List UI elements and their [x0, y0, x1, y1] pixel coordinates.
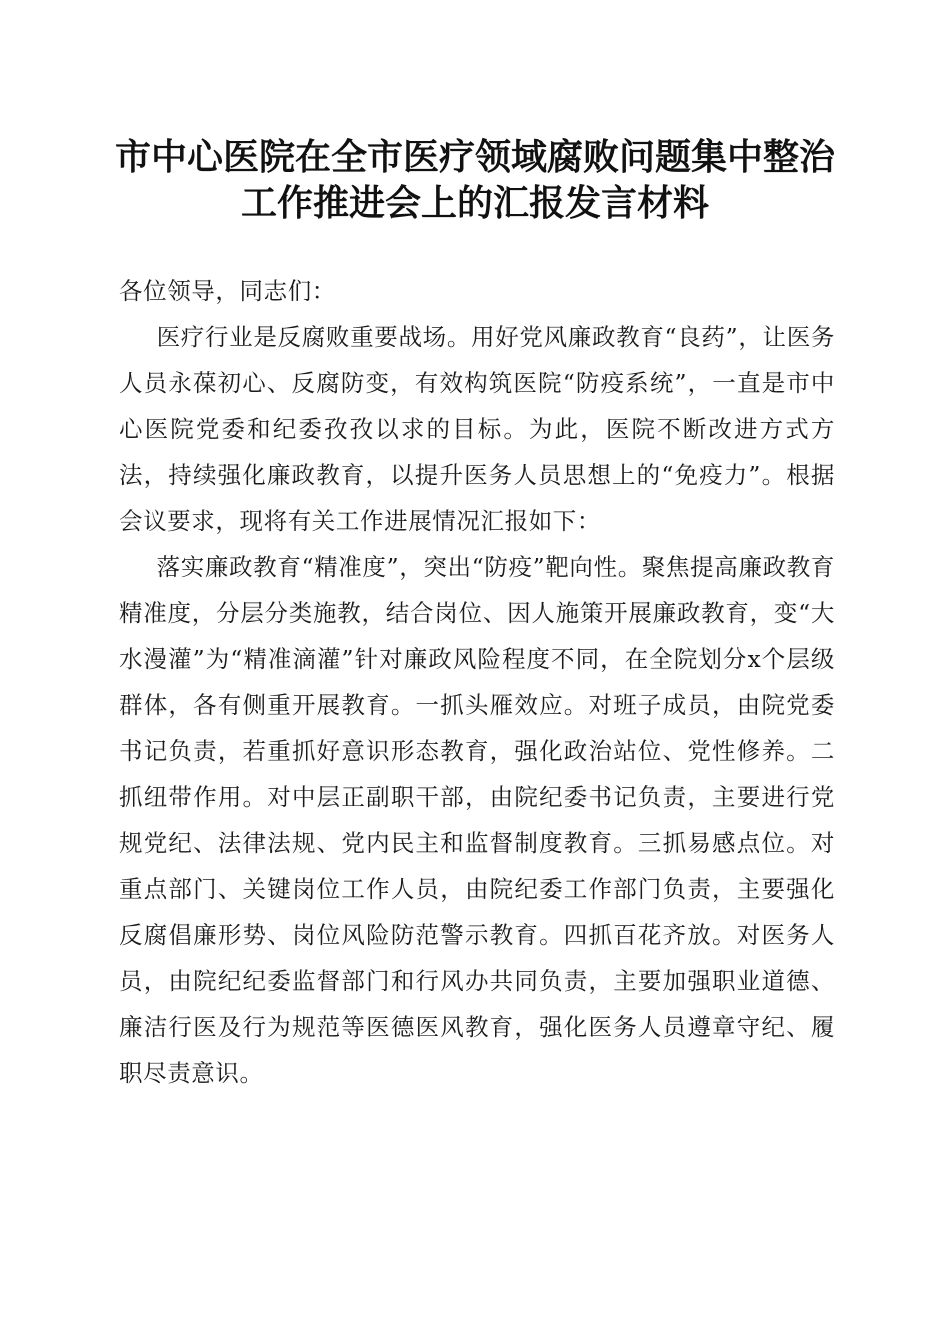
document-title-line-1: 市中心医院在全市医疗领域腐败问题集中整治 [114, 136, 835, 178]
paragraph-intro: 医疗行业是反腐败重要战场。用好党风廉政教育“良药”，让医务人员永葆初心、反腐防变，有效构筑医院“防疫系统”，一直是市中心医院党委和纪委孜孜以求的目标。为此，医院不断改进方式方法，持续强化廉政教育，以提升医务人员思想上的“免疫力”。根据会议要求，现将有关工作进展情况汇报如下： [119, 323, 835, 535]
document-body [119, 268, 835, 1096]
document-title-line-2: 工作推进会上的汇报发言材料 [240, 182, 709, 224]
salutation: 各位领导，同志们： [119, 277, 336, 305]
document-title [100, 134, 850, 226]
paragraph-education-precision: 落实廉政教育“精准度”，突出“防疫”靶向性。聚焦提高廉政教育精准度，分层分类施教，结合岗位、因人施策开展廉政教育，变“大水漫灌”为“精准滴灌”针对廉政风险程度不同，在全院划分x个层级群体，各有侧重开展教育。一抓头雁效应。对班子成员，由院党委书记负责，若重抓好意识形态教育，强化政治站位、党性修养。二抓纽带作用。对中层正副职干部，由院纪委书记负责，主要进行党规党纪、法律法规、党内民主和监督制度教育。三抓易感点位。对重点部门、关键岗位工作人员，由院纪委工作部门负责，主要强化反腐倡廉形势、岗位风险防范警示教育。四抓百花齐放。对医务人员，由院纪纪委监督部门和行风办共同负责，主要加强职业道德、廉洁行医及行为规范等医德医风教育，强化医务人员遵章守纪、履职尽责意识。 [119, 553, 835, 1087]
